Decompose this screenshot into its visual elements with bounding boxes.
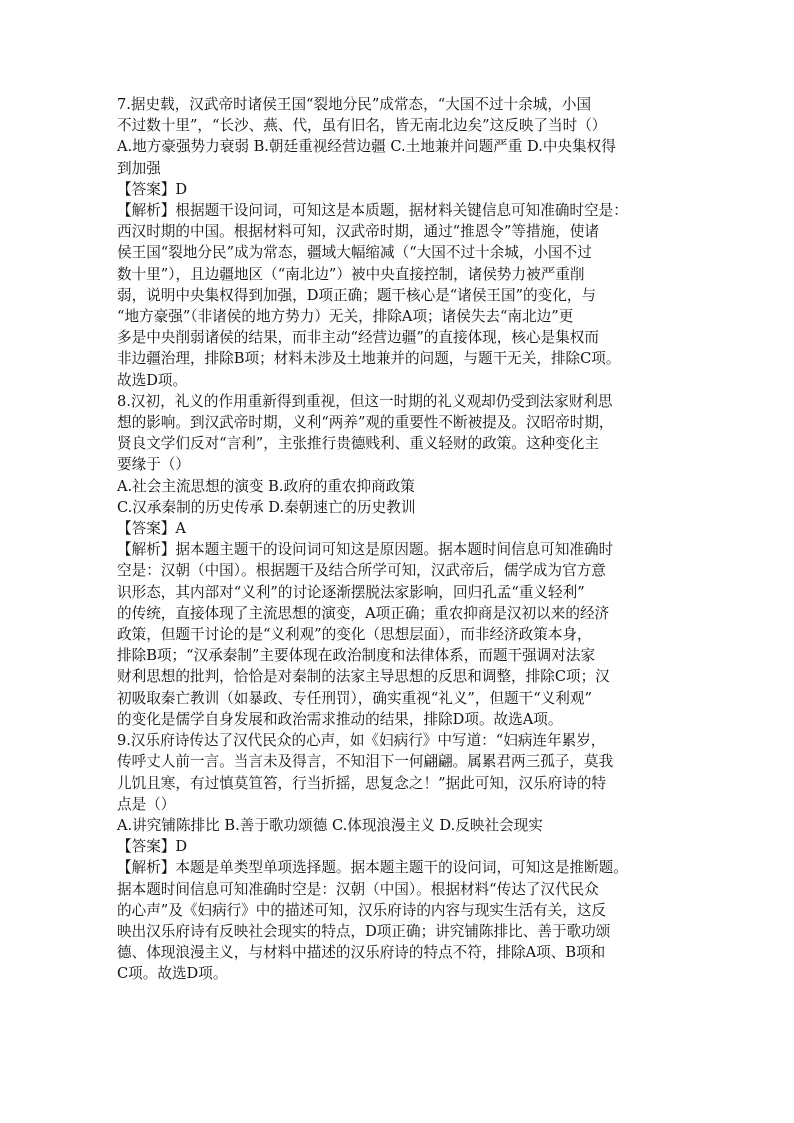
analysis-line: 政策，但题干讨论的是“义利观”的变化（思想层面），而非经济政策本身，	[117, 626, 592, 644]
analysis-line: 的变化是儒学自身发展和政治需求推动的结果，排除D项。故选A项。	[117, 710, 563, 728]
option-line: 到加强	[117, 159, 161, 177]
answer-line: 【答案】A	[117, 520, 186, 538]
question-9	[117, 730, 687, 984]
question-stem-line: 不过数十里”，“长沙、燕、代，虽有旧名，皆无南北边矣”这反映了当时（）	[117, 117, 607, 135]
analysis-line: 德、体现浪漫主义，与材料中描述的汉乐府诗的特点不符，排除A项、B项和	[117, 944, 606, 962]
analysis-line: 空是：汉朝（中国）。根据题干及结合所学可知，汉武帝后，儒学成为官方意	[117, 562, 606, 580]
question-stem-line: 贤良文学们反对“言利”，主张推行贵德贱利、重义轻财的政策。这种变化主	[117, 435, 599, 453]
analysis-line: 排除B项；“汉承秦制”主要体现在政治制度和法律体系，而题干强调对法家	[117, 647, 596, 665]
answer-line: 【答案】D	[117, 180, 188, 198]
option-line: A.社会主流思想的演变 B.政府的重农抑商政策	[117, 477, 415, 495]
option-line: A.讲究铺陈排比 B.善于歌功颂德 C.体现浪漫主义 D.反映社会现实	[117, 816, 543, 834]
analysis-line: 非边疆治理，排除B项；材料未涉及土地兼并的问题，与题干无关，排除C项。	[117, 350, 621, 368]
question-stem-line: 点是（）	[117, 795, 176, 813]
question-stem-line: 8.汉初，礼义的作用重新得到重视，但这一时期的礼义观却仍受到法家财利思	[117, 392, 613, 410]
analysis-line: 识形态，其内部对“义利”的讨论逐渐摆脱法家影响，回归孔孟“重义轻利”	[117, 583, 585, 601]
analysis-line: 【解析】本题是单类型单项选择题。据本题主题干的设问词，可知这是推断题。	[117, 859, 628, 877]
analysis-line: 故选D项。	[117, 371, 188, 389]
analysis-line: 西汉时期的中国。根据材料可知，汉武帝时期，通过“推恩令”等措施，使诸	[117, 223, 599, 241]
analysis-line: C项。故选D项。	[117, 965, 228, 983]
analysis-line: 初吸取秦亡教训（如暴政、专任刑罚），确实重视“礼义”，但题干“义利观”	[117, 689, 592, 707]
document-page	[117, 94, 687, 985]
question-stem-line: 7.据史载，汉武帝时诸侯王国“裂地分民”成常态，“大国不过十余城，小国	[117, 96, 592, 113]
question-stem-line: 想的影响。到汉武帝时期，义利“两养”观的重要性不断被提及。汉昭帝时期，	[117, 414, 614, 432]
analysis-line: 财利思想的批判，恰恰是对秦制的法家主导思想的反思和调整，排除C项；汉	[117, 668, 610, 686]
analysis-line: 的心声”及《妇病行》中的描述可知，汉乐府诗的内容与现实生活有关，这反	[117, 901, 607, 919]
option-line: A.地方豪强势力衰弱 B.朝廷重视经营边疆 C.土地兼并问题严重 D.中央集权得	[117, 138, 616, 156]
analysis-line: 多是中央削弱诸侯的结果，而非主动“经营边疆”的直接体现，核心是集权而	[117, 329, 599, 347]
question-stem-line: 传呼丈人前一言。当言未及得言，不知泪下一何翩翩。属累君两三孤子，莫我	[117, 753, 614, 771]
analysis-line: 弱，说明中央集权得到加强，D项正确；题干核心是“诸侯王国”的变化，与	[117, 286, 597, 304]
analysis-line: 侯王国“裂地分民”成为常态，疆域大幅缩减（“大国不过十余城，小国不过	[117, 244, 592, 262]
analysis-line: “地方豪强”（非诸侯的地方势力）无关，排除A项；诸侯失去“南北边”更	[117, 308, 574, 326]
analysis-line: 映出汉乐府诗有反映社会现实的特点，D项正确；讲究铺陈排比、善于歌功颂	[117, 922, 611, 940]
answer-line: 【答案】D	[117, 838, 188, 856]
analysis-line: 【解析】根据题干设问词，可知这是本质题，据材料关键信息可知准确时空是：	[117, 202, 628, 220]
analysis-line: 的传统，直接体现了主流思想的演变，A项正确；重农抑商是汉初以来的经济	[117, 604, 610, 622]
question-stem-line: 儿饥且寒，有过慎莫笪笞，行当折摇，思复念之！”据此可知，汉乐府诗的特	[117, 774, 607, 792]
question-7	[117, 94, 687, 391]
option-line: C.汉承秦制的历史传承 D.秦朝速亡的历史教训	[117, 498, 416, 516]
analysis-line: 据本题时间信息可知准确时空是：汉朝（中国）。根据材料“传达了汉代民众	[117, 880, 599, 898]
analysis-line: 数十里”），且边疆地区（“南北边”）被中央直接控制，诸侯势力被严重削	[117, 265, 585, 283]
question-8	[117, 391, 687, 730]
analysis-line: 【解析】据本题主题干的设问词可知这是原因题。据本题时间信息可知准确时	[117, 541, 614, 559]
question-stem-line: 9.汉乐府诗传达了汉代民众的心声，如《妇病行》中写道：“妇病连年累岁，	[117, 732, 606, 750]
question-stem-line: 要缘于（）	[117, 456, 190, 474]
